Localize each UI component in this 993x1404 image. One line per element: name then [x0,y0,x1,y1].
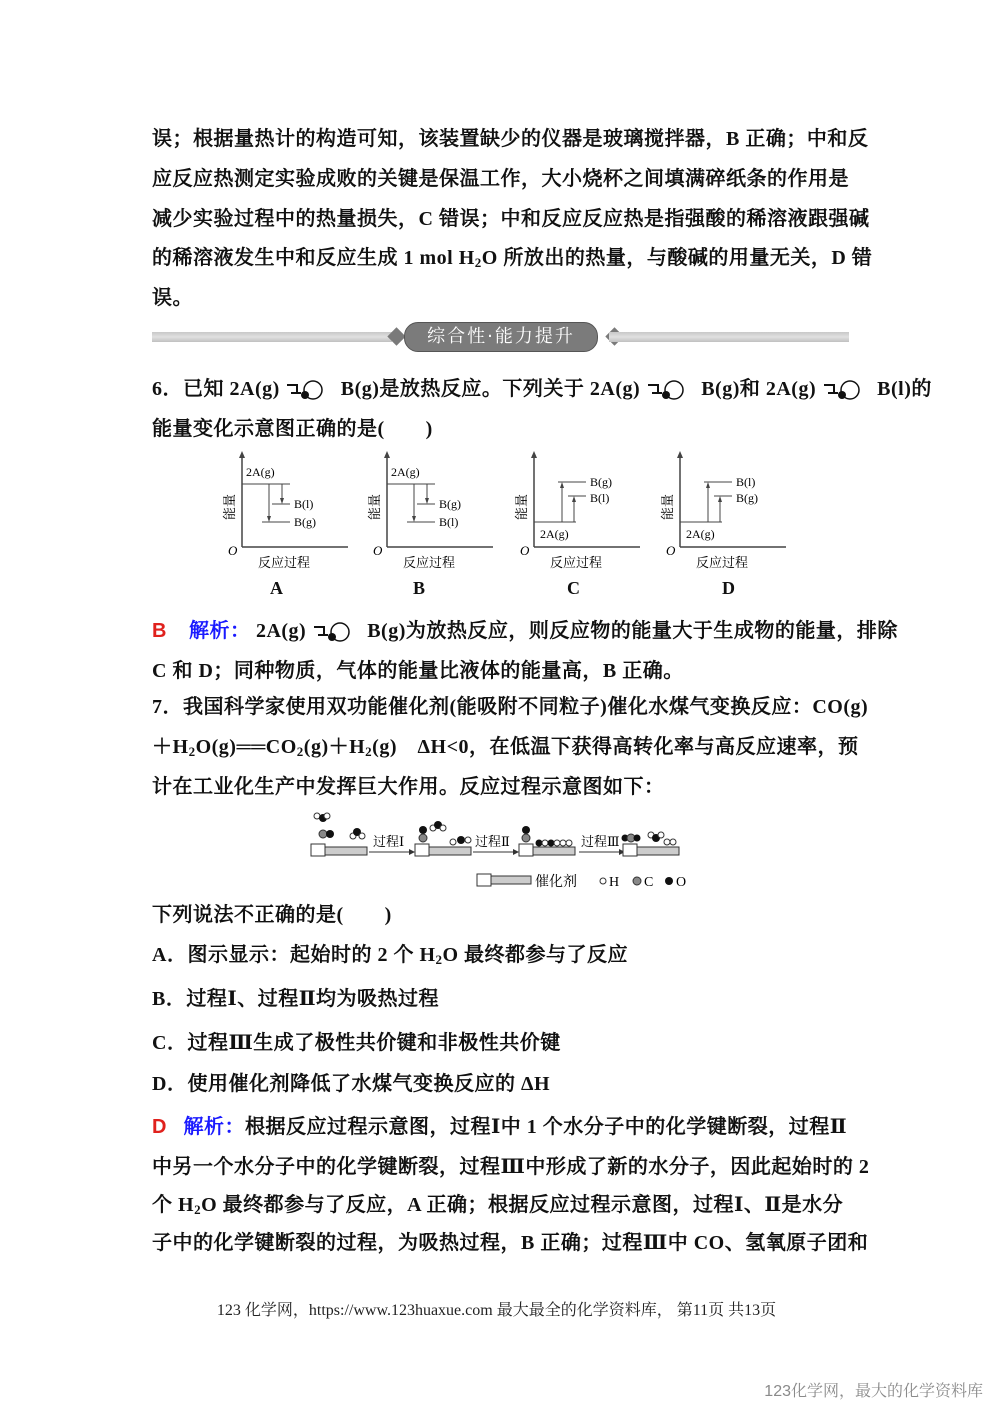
arrow-head [425,498,429,504]
step-label: 过程Ⅰ [373,834,405,849]
q7-line-1: 7．我国科学家使用双功能催化剂(能吸附不同粒子)催化水煤气变换反应：CO(g) [152,696,869,718]
text-segment: O 所放出的热量，与酸碱的用量无关，D 错 [481,247,873,269]
catalyst-stage-1 [311,813,367,856]
origin-label: O [373,543,383,558]
analysis-label: 解析： [183,1116,245,1138]
figure-legend [477,873,686,890]
reaction-process-figure [305,808,695,893]
reactant-label: 2A(g) [391,465,420,479]
diagram-label-d: D [722,578,735,598]
text-segment: B(g)为放热反应，则反应物的能量大于生成物的能量，排除 [367,620,898,642]
q7-analysis-line-3 [152,1188,842,1218]
reactant-label: 2A(g) [540,527,569,541]
origin-label: O [228,543,238,558]
text-segment: 个 H [152,1194,195,1216]
arrow-head [560,482,564,488]
q7-option-a [152,938,628,968]
q6-analysis-line-2: C 和 D；同种物质，气体的能量比液体的能量高，B 正确。 [152,660,684,682]
arrow-head [412,516,416,522]
q7-option-b: B．过程Ⅰ、过程Ⅱ均为吸热过程 [152,988,440,1010]
q7-option-c: C．过程Ⅲ生成了极性共价键和非极性共价键 [152,1032,561,1054]
reversible-arrow-icon [312,621,362,643]
upper-product-label: B(l) [294,497,314,511]
diamond-icon [387,327,405,345]
subscript: 2 [365,744,373,759]
x-axis-label: 反应过程 [258,555,311,570]
legend-c: C [644,875,654,890]
subscript: 2 [188,744,196,759]
diagram-label-a: A [270,578,283,598]
reactant-label: 2A(g) [686,527,715,541]
subscript: 2 [435,952,443,967]
arrow-head [718,496,722,502]
reversible-arrow-icon [822,379,872,401]
q7-line-2 [152,730,858,760]
step-label: 过程Ⅱ [475,834,510,849]
y-axis-label: 能量 [222,493,237,520]
q7-analysis-line-1 [152,1110,848,1139]
subscript: 2 [474,255,482,270]
energy-diagram-d [656,450,786,575]
q6-line-1 [152,372,932,401]
catalyst-stage-2 [415,821,471,856]
y-axis-arrow [384,451,390,458]
y-axis-arrow [531,451,537,458]
x-axis-label: 反应过程 [403,555,456,570]
text-segment: B(l)的 [877,378,932,400]
reversible-arrow-icon [646,379,696,401]
text-segment: 根据反应过程示意图，过程Ⅰ中 1 个水分子中的化学键断裂，过程Ⅱ [244,1116,848,1138]
section-banner [152,322,849,352]
lower-product-label: B(l) [590,491,610,505]
banner-bar-left [152,332,392,342]
text-segment: O 最终都参与了反应，A 正确；根据反应过程示意图，过程Ⅰ、Ⅱ是水分 [201,1194,844,1216]
subscript: 2 [194,1202,202,1217]
upper-product-label: B(g) [439,497,461,511]
legend-catalyst: 催化剂 [535,875,577,890]
legend-o: O [676,875,687,890]
lower-product-label: B(l) [439,515,459,529]
intro-line-5: 误。 [152,287,193,309]
process-arrow-2 [473,834,519,855]
text-segment: ＋H [152,736,189,758]
y-axis-label: 能量 [367,493,382,520]
page-footer: 123 化学网，https://www.123huaxue.com 最大最全的化学资料库， 第11页 共13页 [216,1302,777,1319]
x-axis-label: 反应过程 [550,555,603,570]
answer-letter: D [152,1116,167,1138]
x-axis-label: 反应过程 [696,555,749,570]
energy-diagram-b [363,450,493,575]
reversible-arrow-icon [285,379,335,401]
origin-label: O [520,543,530,558]
text-segment: B(g)和 2A(g) [701,378,817,400]
q7-analysis-line-2: 中另一个水分子中的化学键断裂，过程Ⅲ中形成了新的水分子，因此起始时的 2 [152,1156,870,1178]
origin-label: O [666,543,676,558]
energy-diagram-c [510,450,640,575]
upper-product-label: B(l) [736,475,756,489]
diagram-label-c: C [567,578,580,598]
text-segment: (g) ΔH<0，在低温下获得高转化率与高反应速率，预 [372,736,859,758]
legend-h: H [609,875,620,890]
arrow-head [267,516,271,522]
intro-line-2: 应反应热测定实验成败的关键是保温工作，大小烧杯之间填满碎纸条的作用是 [152,168,849,190]
text-segment: A．图示显示：起始时的 2 个 H [152,944,436,966]
arrow-head [706,482,710,488]
intro-line-4 [152,241,873,271]
text-segment: (g)＋H [303,736,366,758]
catalyst-stage-4 [622,832,680,856]
process-arrow-3 [579,834,625,855]
step-label: 过程Ⅲ [581,834,620,849]
y-axis-arrow [677,451,683,458]
upper-product-label: B(g) [590,475,612,489]
y-axis-label: 能量 [660,493,675,520]
arrow-head [280,498,284,504]
text-segment: O(g)══CO [195,736,297,758]
subscript: 2 [296,744,304,759]
q7-analysis-line-4: 子中的化学键断裂的过程，为吸热过程，B 正确；过程Ⅲ中 CO、氢氧原子团和 [152,1232,869,1254]
answer-letter: B [152,620,167,642]
text-segment: B(g)是放热反应。下列关于 2A(g) [340,378,641,400]
energy-diagram-a [218,450,348,575]
y-axis-arrow [239,451,245,458]
q6-line-2: 能量变化示意图正确的是( ) [152,418,433,440]
lower-product-label: B(g) [736,491,758,505]
text-segment: O 最终都参与了反应 [442,944,629,966]
q7-question: 下列说法不正确的是( ) [152,904,392,926]
text-segment: 6．已知 2A(g) [152,378,280,400]
y-axis-label: 能量 [514,493,529,520]
intro-line-1: 误；根据量热计的构造可知，该装置缺少的仪器是玻璃搅拌器，B 正确；中和反 [152,128,869,150]
section-title: 综合性·能力提升 [404,322,598,352]
process-arrow-1 [369,834,415,855]
diagram-label-b: B [413,578,426,598]
catalyst-stage-3 [519,826,575,856]
q6-analysis-line-1 [152,614,898,643]
q7-option-d: D．使用催化剂降低了水煤气变换反应的 ΔH [152,1073,551,1095]
lower-product-label: B(g) [294,515,316,529]
watermark: 123化学网，最大的化学资料库 [764,1383,983,1400]
reactant-label: 2A(g) [246,465,275,479]
text-segment: 2A(g) [255,620,307,642]
text-segment: 的稀溶液发生中和反应生成 1 mol H [152,247,475,269]
q7-line-3: 计在工业化生产中发挥巨大作用。反应过程示意图如下： [152,776,665,798]
intro-line-3: 减少实验过程中的热量损失，C 错误；中和反应反应热是指强酸的稀溶液跟强碱 [152,208,870,230]
arrow-head [572,496,576,502]
analysis-label: 解析： [188,620,251,642]
banner-bar-right [609,332,849,342]
